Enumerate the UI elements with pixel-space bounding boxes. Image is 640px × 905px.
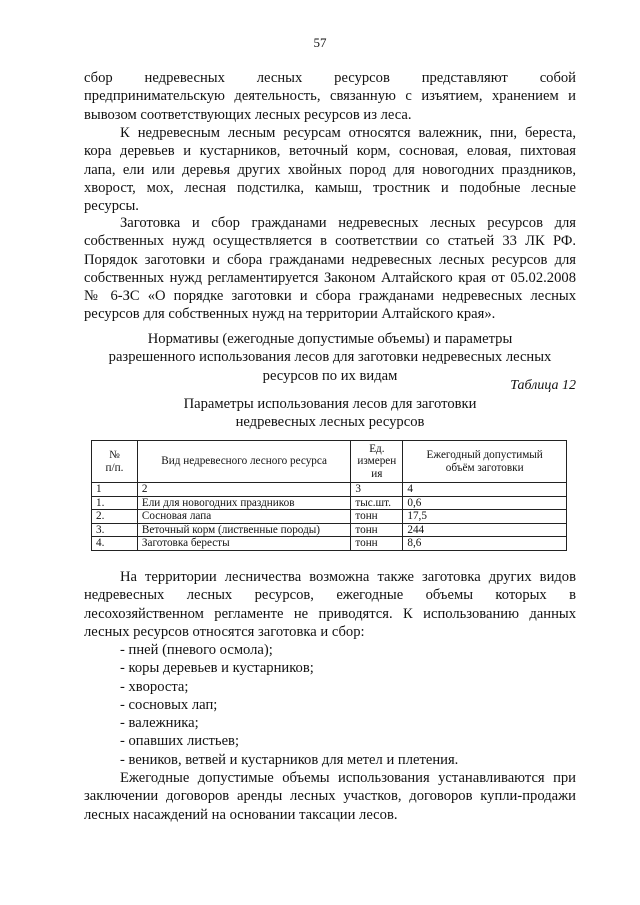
table-title xyxy=(84,395,576,432)
table-cell: 1 xyxy=(92,483,138,497)
paragraph-line: К недревесным лесным ресурсам относятся валежник, пни, береста, xyxy=(120,125,576,141)
paragraph-line: кора деревьев и кустарников, веточный корм, сосновая, еловая, пихтовая xyxy=(84,143,576,160)
header-unit: Ед. измерен ия xyxy=(351,441,403,483)
table-cell: Заготовка бересты xyxy=(137,537,350,551)
paragraph-line: Порядок заготовки и сбора гражданами недревесных лесных ресурсов для xyxy=(84,251,576,268)
table-reference: Таблица 12 xyxy=(510,378,576,393)
table-row xyxy=(92,510,567,524)
heading-line: ресурсов по их видам xyxy=(262,367,398,384)
paragraph-line: Заготовка и сбор гражданами недревесных лесных ресурсов для xyxy=(120,215,576,231)
table-row xyxy=(92,496,567,510)
section-heading xyxy=(84,330,576,385)
header-annual-volume: Ежегодный допустимый объём заготовки xyxy=(403,441,567,483)
table-cell: 2 xyxy=(137,483,350,497)
paragraph-line: собственных нужд осуществляется в соответствии со статьей 33 ЛК РФ. xyxy=(84,233,576,250)
paragraph-line: заключении договоров аренды лесных участков, договоров купли-продажи xyxy=(84,788,576,805)
table-row xyxy=(92,537,567,551)
header-resource-kind: Вид недревесного лесного ресурса xyxy=(137,441,350,483)
paragraph-line: вывозом соответствующих лесных ресурсов из леса. xyxy=(84,106,412,123)
resource-table xyxy=(91,440,567,551)
paragraph-line: недревесных лесных ресурсов, ежегодные объемы которых в xyxy=(84,587,576,604)
paragraph-line: сбор недревесных лесных ресурсов представляют собой xyxy=(84,70,576,86)
table-title-line: недревесных лесных ресурсов xyxy=(235,414,425,431)
paragraph-line: № 6-ЗС «О порядке заготовки и сбора гражданами недревесных лесных xyxy=(84,288,576,305)
table-cell: тонн xyxy=(351,537,403,551)
paragraph-line: лесохозяйственном регламенте не приводятся. К использованию данных xyxy=(84,605,576,622)
list-item: - сосновых лап; xyxy=(120,696,218,713)
table-cell: Ели для новогодних праздников xyxy=(137,496,350,510)
paragraph-5 xyxy=(84,769,576,824)
table-cell: 8,6 xyxy=(403,537,567,551)
table-cell: 3 xyxy=(351,483,403,497)
paragraph-3 xyxy=(84,214,576,324)
table-cell: 0,6 xyxy=(403,496,567,510)
table-cell: 4 xyxy=(403,483,567,497)
table-title-line: Параметры использования лесов для заготовки xyxy=(183,396,477,412)
table-cell: Веточный корм (лиственные породы) xyxy=(137,523,350,537)
list-item: - коры деревьев и кустарников; xyxy=(120,660,314,677)
paragraph-line: лесных ресурсов относятся заготовка и сбор: xyxy=(84,623,365,640)
heading-line: разрешенного использования лесов для заготовки недревесных лесных xyxy=(108,349,552,366)
paragraph-line: На территории лесничества возможна также заготовка других видов xyxy=(120,569,576,585)
paragraph-line: лапа, ели или деревья других хвойных пород для новогодних праздников, xyxy=(84,161,576,178)
table-cell: 1. xyxy=(92,496,138,510)
paragraph-line: собственных нужд регламентируется Законом Алтайского края от 05.02.2008 xyxy=(84,269,576,286)
resource-list xyxy=(120,641,560,769)
table-cell: тонн xyxy=(351,510,403,524)
list-item: - пней (пневого осмола); xyxy=(120,642,273,658)
column-number-row xyxy=(92,483,567,497)
paragraph-line: Ежегодные допустимые объемы использования устанавливаются при xyxy=(120,770,576,786)
list-item: - опавших листьев; xyxy=(120,733,240,750)
table-cell: 4. xyxy=(92,537,138,551)
paragraph-line: ресурсов для собственных нужд на территории Алтайского края». xyxy=(84,306,496,323)
heading-line: Нормативы (ежегодные допустимые объемы) и параметры xyxy=(147,331,513,347)
list-item: - валежника; xyxy=(120,715,199,732)
table-cell: тыс.шт. xyxy=(351,496,403,510)
header-number: № п/п. xyxy=(92,441,138,483)
table-cell: 17,5 xyxy=(403,510,567,524)
table-cell: 2. xyxy=(92,510,138,524)
paragraph-4 xyxy=(84,568,576,641)
table-cell: 3. xyxy=(92,523,138,537)
paragraph-2 xyxy=(84,124,576,215)
paragraph-line: предпринимательскую деятельность, связанную с изъятием, хранением и xyxy=(84,88,576,105)
page-number: 57 xyxy=(313,35,327,50)
table-cell: 244 xyxy=(403,523,567,537)
table-row xyxy=(92,523,567,537)
table-cell: тонн xyxy=(351,523,403,537)
list-item: - хвороста; xyxy=(120,678,189,695)
paragraph-line: хворост, мох, лесная подстилка, камыш, тростник и подобные лесные xyxy=(84,179,576,196)
paragraph-1 xyxy=(84,69,576,124)
table-header-row xyxy=(92,441,567,483)
table-cell: Сосновая лапа xyxy=(137,510,350,524)
paragraph-line: лесных насаждений на основании таксации лесов. xyxy=(84,806,398,823)
paragraph-line: ресурсы. xyxy=(84,198,139,215)
list-item: - веников, ветвей и кустарников для метел и плетения. xyxy=(120,751,459,768)
